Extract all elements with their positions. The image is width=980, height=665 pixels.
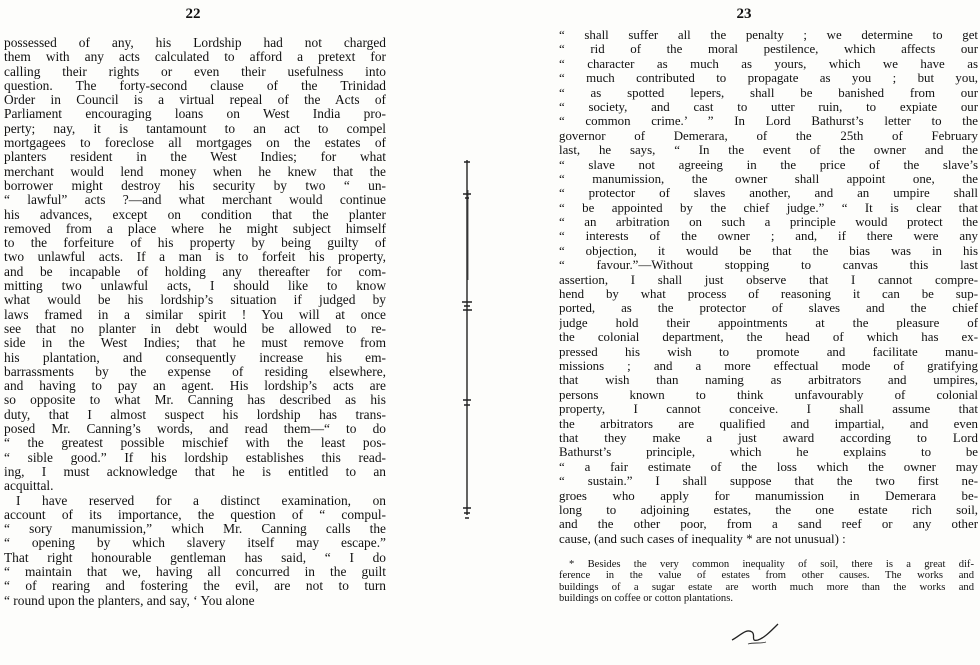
page-text (4, 36, 386, 608)
text-line: hend by what process of reasoning it can be sup- (559, 287, 978, 302)
text-line: I have reserved for a distinct examination, on (16, 493, 386, 508)
text-line: persons known to think unfavourably of colonial (559, 387, 978, 402)
text-line: posed Mr. Canning’s words, and read them—“ to do (4, 422, 386, 437)
text-line: “ character as much as yours, which we have as (559, 56, 978, 71)
text-line: possessed of any, his Lordship had not charged (4, 36, 386, 50)
text-line: “ the greatest possible mischief with the least pos- (4, 436, 386, 451)
text-line: “ common crime.’ ” In Lord Bathurst’s letter to the (559, 114, 978, 129)
text-line: “ round upon the planters, and say, ‘ You alone (4, 593, 255, 608)
text-line: and the other poor, from a sand reef or any other (559, 517, 978, 532)
text-line: that wish than naming as arbitrators and umpires, (559, 373, 978, 388)
text-line: governor of Demerara, of the 25th of February (559, 128, 978, 143)
text-line: so opposite to what Mr. Canning has described as his (4, 393, 386, 408)
page-text (559, 28, 978, 546)
text-line: laws framed in a similar spirit ! You will at once (4, 307, 386, 322)
footnote-line: buildings of a sugar estate are worth much more than the works and (559, 581, 974, 593)
text-line: acquittal. (4, 479, 54, 494)
text-line: mitting two unlawful acts, I should like to know (4, 279, 386, 294)
text-line: “ sustain.” I shall suppose that the two first ne- (559, 474, 978, 489)
page-number: 22 (185, 6, 201, 22)
text-line: that they make a just award according to Lord (559, 430, 978, 445)
text-line: “ shall suffer all the penalty ; we determine to get (559, 28, 978, 42)
text-line: account of its importance, the question of “ compul- (4, 507, 386, 522)
text-line: ported, as the protector of slaves and the chief (559, 301, 978, 316)
text-line: pressed his wish to promote and facilitate manu- (559, 344, 978, 359)
text-line: barrassments by the expense of residing elsewhere, (4, 364, 386, 379)
text-line: missions ; and a more effectual mode of gratifying (559, 358, 978, 373)
text-line: “ maintain that we, having all concurred in the guilt (4, 564, 386, 579)
text-line: That right honourable gentleman has said, “ I do (4, 550, 386, 565)
binding-stitch-mark (452, 160, 482, 530)
left-page (0, 0, 392, 665)
text-line: “ be appointed by the chief judge.” “ It is clear that (559, 200, 978, 215)
footnote-line: * Besides the very common inequality of soil, there is a great dif- (569, 559, 974, 570)
text-line: planters resident in the West Indies; for what (4, 150, 386, 165)
text-line: the colonial department, the head of which has ex- (559, 330, 978, 345)
text-line: what would be his lordship’s situation if judged by (4, 293, 386, 308)
text-line: to the forfeiture of his property by being guilty of (4, 236, 386, 251)
right-page (556, 0, 980, 665)
text-line: “ an arbitration on such a principle would protect the (559, 215, 978, 230)
text-line: “ of rearing and fostering the evil, are not to turn (4, 579, 386, 594)
text-line: “ manumission, the owner shall appoint one, the (559, 171, 978, 186)
text-line: “ sory manumission,” which Mr. Canning calls the (4, 522, 386, 537)
text-line: “ much contributed to propagate as you ; but you, (559, 71, 978, 86)
text-line: last, he says, “ In the event of the owner and the (559, 143, 978, 158)
page-number: 23 (736, 6, 752, 22)
text-line: Order in Council is a virtual repeal of the Acts of (4, 93, 386, 108)
text-line: “ objection, it would be that the bias was in his (559, 243, 978, 258)
text-line: long to adjoining estates, the one estate rich soil, (559, 502, 978, 517)
text-line: them with any acts calculated to afford a pretext for (4, 50, 386, 65)
text-line: borrower might destroy his security by two “ un- (4, 178, 386, 193)
text-line: cause, (and such cases of inequality * are not unusual) : (559, 531, 846, 546)
text-line: ing, I must acknowledge that he is entitled to an (4, 464, 386, 479)
text-line: “ opening by which slavery itself may escape.” (4, 536, 386, 551)
footnote (559, 559, 974, 605)
text-line: see that no planter in debt would be allowed to re- (4, 321, 386, 336)
text-line: two unlawful acts. If a man is to forfeit his property, (4, 250, 386, 265)
text-line: “ interests of the owner ; and, if there were any (559, 229, 978, 244)
text-line: mortgagees to foreclose all mortgages on the estates of (4, 136, 386, 151)
text-line: “ rid of the moral pestilence, which affects our (559, 42, 978, 57)
text-line: property, I cannot conceive. I shall assume that (559, 402, 978, 417)
text-line: “ society, and cast to utter ruin, to expiate our (559, 99, 978, 114)
text-line: his plantation, and consequently increase his em- (4, 350, 386, 365)
text-line: “ a fair estimate of the loss which the owner may (559, 459, 978, 474)
text-line: merchant would lend money when he knew that the (4, 164, 386, 179)
text-line: perty; nay, it is tantamount to an act to compel (4, 121, 386, 136)
footnote-line: buildings on coffee or cotton plantations. (559, 593, 733, 605)
text-line: “ sible good.” If his lordship establishes this read- (4, 450, 386, 465)
text-line: assertion, I shall just observe that I cannot compre- (559, 272, 978, 287)
text-line: and be incapable of holding any thereafter for com- (4, 264, 386, 279)
text-line: calling their rights or even their usefulness into (4, 64, 386, 79)
text-line: “ protector of slaves another, and an umpire shall (559, 186, 978, 201)
text-line: “ as spotted lepers, shall be banished from our (559, 85, 978, 100)
text-line: Parliament encouraging loans on West India pro- (4, 107, 386, 122)
text-line: “ favour.”—Without stopping to canvas this last (559, 258, 978, 273)
text-line: duty, that I almost suspect his lordship has trans- (4, 407, 386, 422)
text-line: side in the West Indies; that he must remove from (4, 336, 386, 351)
text-line: Bathurst’s principle, which he explains to be (559, 445, 978, 460)
footnote-line: ference in the value of estates from other causes. The works and (559, 570, 974, 582)
text-line: the arbitrators are qualified and impartial, and even (559, 416, 978, 431)
text-line: and having to pay an agent. His lordship’s acts are (4, 379, 386, 394)
text-line: question. The forty-second clause of the Trinidad (4, 78, 386, 93)
text-line: removed from a place where he might subject himself (4, 221, 386, 236)
text-line: groes who apply for manumission in Demerara be- (559, 488, 978, 503)
text-line: his advances, except on condition that the planter (4, 207, 386, 222)
pen-scribble-mark (730, 618, 780, 648)
text-line: “ slave not agreeing in the price of the slave’s (559, 157, 978, 172)
text-line: “ lawful” acts ?—and what merchant would continue (4, 193, 386, 208)
text-line: judge hold their appointments at the pleasure of (559, 315, 978, 330)
